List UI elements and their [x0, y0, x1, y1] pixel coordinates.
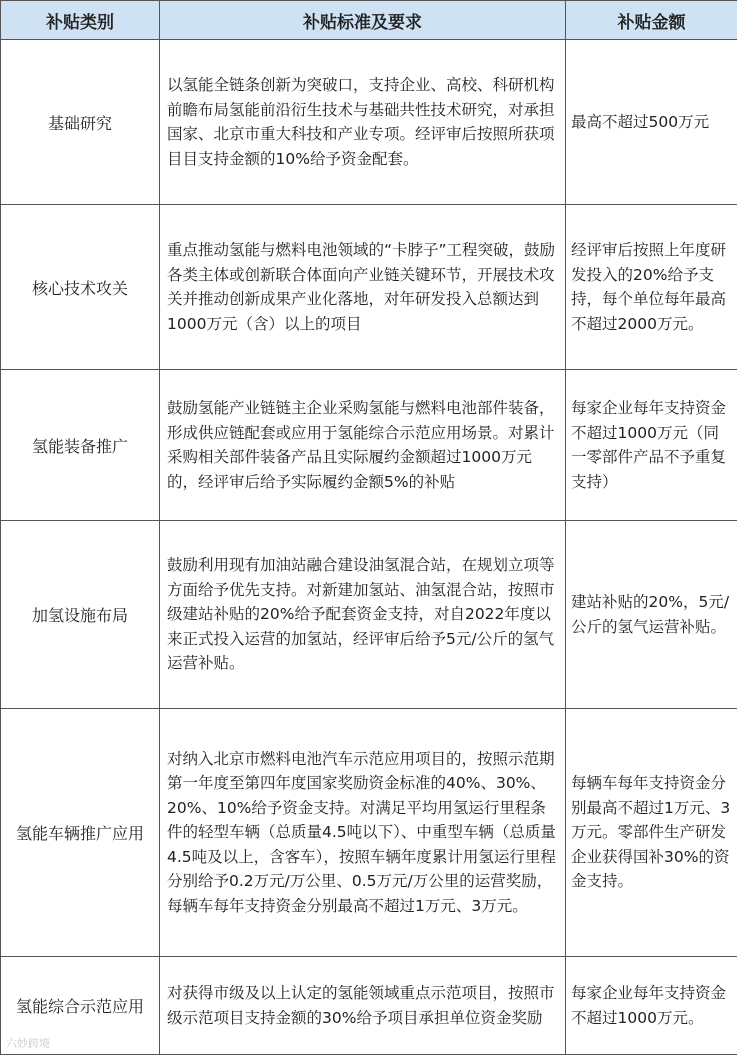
- amount-cell: 每辆车每年支持资金分别最高不超过1万元、3万元。零部件生产研发企业获得国补30%的资金支持。: [566, 709, 737, 957]
- requirements-cell: 鼓励氢能产业链链主企业采购氢能与燃料电池部件装备，形成供应链配套或应用于氢能综合示范应用场景。对累计采购相关部件装备产品且实际履约金额超过1000万元的，经评审后给予实际履约金额5%的补贴: [160, 370, 566, 521]
- requirements-cell: 重点推动氢能与燃料电池领域的“卡脖子”工程突破，鼓励各类主体或创新联合体面向产业链关键环节，开展技术攻关并推动创新成果产业化落地，对年研发投入总额达到1000万元（含）以上的项目: [160, 205, 566, 370]
- table-row: [1, 521, 737, 709]
- category-cell: 氢能综合示范应用: [1, 957, 160, 1055]
- requirements-cell: 以氢能全链条创新为突破口，支持企业、高校、科研机构前瞻布局氢能前沿衍生技术与基础共性技术研究，对承担国家、北京市重大科技和产业专项。经评审后按照所获项目目支持金额的10%给予资金配套。: [160, 40, 566, 205]
- table-row: [1, 40, 737, 205]
- table-row: [1, 370, 737, 521]
- category-cell: 基础研究: [1, 40, 160, 205]
- header-category: 补贴类别: [1, 1, 160, 40]
- requirements-cell: 对纳入北京市燃料电池汽车示范应用项目的，按照示范期第一年度至第四年度国家奖励资金标准的40%、30%、20%、10%给予资金支持。对满足平均用氢运行里程条件的轻型车辆（总质量4.5吨以下）、中重型车辆（总质量4.5吨及以上，含客车），按照车辆年度累计用氢运行里程分别给予0.2万元/万公里、0.5万元/万公里的运营奖励，每辆车每年支持资金分别最高不超过1万元、3万元。: [160, 709, 566, 957]
- header-amount: 补贴金额: [566, 1, 737, 40]
- amount-cell: 经评审后按照上年度研发投入的20%给予支持，每个单位每年最高不超过2000万元。: [566, 205, 737, 370]
- amount-cell: 每家企业每年支持资金不超过1000万元。: [566, 957, 737, 1055]
- table-row: [1, 205, 737, 370]
- amount-cell: 建站补贴的20%，5元/公斤的氢气运营补贴。: [566, 521, 737, 709]
- table-row: [1, 957, 737, 1055]
- requirements-cell: 对获得市级及以上认定的氢能领域重点示范项目，按照市级示范项目支持金额的30%给予项目承担单位资金奖励: [160, 957, 566, 1055]
- amount-cell: 最高不超过500万元: [566, 40, 737, 205]
- watermark-text: 六妙跨境: [6, 1037, 50, 1050]
- watermark-logo: [6, 1035, 50, 1051]
- category-cell: 氢能装备推广: [1, 370, 160, 521]
- header-requirements: 补贴标准及要求: [160, 1, 566, 40]
- category-cell: 加氢设施布局: [1, 521, 160, 709]
- category-cell: 核心技术攻关: [1, 205, 160, 370]
- table-row: [1, 709, 737, 957]
- requirements-cell: 鼓励利用现有加油站融合建设油氢混合站，在规划立项等方面给予优先支持。对新建加氢站、油氢混合站，按照市级建站补贴的20%给予配套资金支持，对自2022年度以来正式投入运营的加氢站，经评审后给予5元/公斤的氢气运营补贴。: [160, 521, 566, 709]
- category-cell: 氢能车辆推广应用: [1, 709, 160, 957]
- header-row: [1, 1, 737, 40]
- amount-cell: 每家企业每年支持资金不超过1000万元（同一零部件产品不予重复支持）: [566, 370, 737, 521]
